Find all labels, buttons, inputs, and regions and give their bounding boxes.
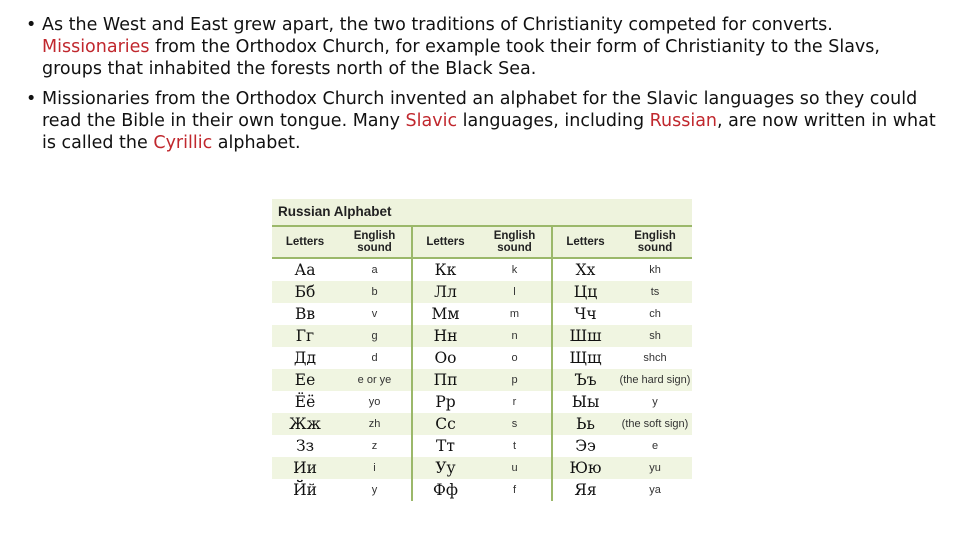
english-sound: b [338, 281, 412, 303]
bullet-text-2 [42, 89, 936, 153]
header-letters: Letters [412, 227, 478, 258]
english-sound: n [478, 325, 552, 347]
cyrillic-letter: Пп [412, 369, 478, 391]
text-span: alphabet. [212, 133, 301, 153]
cyrillic-letter: Чч [552, 303, 618, 325]
bullet-dot: • [26, 89, 37, 109]
cyrillic-letter: Лл [412, 281, 478, 303]
cyrillic-letter: Уу [412, 457, 478, 479]
english-sound: k [478, 258, 552, 281]
english-sound: shch [618, 347, 692, 369]
cyrillic-letter: Жж [272, 413, 338, 435]
english-sound: (the soft sign) [618, 413, 692, 435]
cyrillic-letter: Мм [412, 303, 478, 325]
cyrillic-letter: Ёё [272, 391, 338, 413]
english-sound: o [478, 347, 552, 369]
text-span: As the West and East grew apart, the two traditions of Christianity competed for converts. [42, 15, 833, 35]
english-sound: y [618, 391, 692, 413]
table-row [272, 479, 692, 501]
header-english-sound: English sound [478, 227, 552, 258]
highlight-missionaries: Missionaries [42, 37, 150, 57]
english-sound: zh [338, 413, 412, 435]
english-sound: v [338, 303, 412, 325]
english-sound: e or ye [338, 369, 412, 391]
bullet-dot: • [26, 15, 37, 35]
english-sound: r [478, 391, 552, 413]
english-sound: e [618, 435, 692, 457]
bullet-item [22, 88, 942, 154]
highlight-russian: Russian [649, 111, 718, 131]
cyrillic-letter: Фф [412, 479, 478, 501]
bullet-list [22, 14, 942, 162]
table-row [272, 325, 692, 347]
cyrillic-letter: Ьь [552, 413, 618, 435]
header-english-sound: English sound [618, 227, 692, 258]
english-sound: ch [618, 303, 692, 325]
english-sound: (the hard sign) [618, 369, 692, 391]
table-title: Russian Alphabet [272, 199, 692, 227]
table-header-row [272, 227, 692, 258]
table-row [272, 303, 692, 325]
table-row [272, 347, 692, 369]
cyrillic-letter: Зз [272, 435, 338, 457]
english-sound: z [338, 435, 412, 457]
cyrillic-letter: Ээ [552, 435, 618, 457]
alphabet-grid [272, 227, 692, 501]
english-sound: sh [618, 325, 692, 347]
russian-alphabet-table [272, 199, 692, 499]
header-letters: Letters [272, 227, 338, 258]
english-sound: p [478, 369, 552, 391]
cyrillic-letter: Вв [272, 303, 338, 325]
english-sound: yu [618, 457, 692, 479]
english-sound: f [478, 479, 552, 501]
highlight-cyrillic: Cyrillic [153, 133, 213, 153]
english-sound: u [478, 457, 552, 479]
english-sound: i [338, 457, 412, 479]
cyrillic-letter: Ии [272, 457, 338, 479]
cyrillic-letter: Тт [412, 435, 478, 457]
cyrillic-letter: Яя [552, 479, 618, 501]
table-row [272, 457, 692, 479]
table-row [272, 413, 692, 435]
table-row [272, 369, 692, 391]
cyrillic-letter: Цц [552, 281, 618, 303]
cyrillic-letter: Оо [412, 347, 478, 369]
cyrillic-letter: Ыы [552, 391, 618, 413]
highlight-slavic: Slavic [405, 111, 458, 131]
cyrillic-letter: Хх [552, 258, 618, 281]
cyrillic-letter: Аа [272, 258, 338, 281]
cyrillic-letter: Ъъ [552, 369, 618, 391]
header-english-sound: English sound [338, 227, 412, 258]
english-sound: l [478, 281, 552, 303]
text-span: languages, including [457, 111, 650, 131]
table-row [272, 391, 692, 413]
english-sound: ya [618, 479, 692, 501]
cyrillic-letter: Йй [272, 479, 338, 501]
text-span: , are now written in what is called the [42, 111, 936, 153]
cyrillic-letter: Дд [272, 347, 338, 369]
cyrillic-letter: Щщ [552, 347, 618, 369]
english-sound: ts [618, 281, 692, 303]
english-sound: g [338, 325, 412, 347]
table-row [272, 258, 692, 281]
cyrillic-letter: Ее [272, 369, 338, 391]
table-row [272, 435, 692, 457]
english-sound: kh [618, 258, 692, 281]
text-span: from the Orthodox Church, for example took their form of Christianity to the Slavs, groups that inhabited the forests north of the Black Sea. [42, 37, 880, 79]
cyrillic-letter: Рр [412, 391, 478, 413]
table-row [272, 281, 692, 303]
cyrillic-letter: Юю [552, 457, 618, 479]
english-sound: s [478, 413, 552, 435]
bullet-item [22, 14, 942, 80]
english-sound: d [338, 347, 412, 369]
english-sound: t [478, 435, 552, 457]
english-sound: yo [338, 391, 412, 413]
cyrillic-letter: Бб [272, 281, 338, 303]
cyrillic-letter: Нн [412, 325, 478, 347]
header-letters: Letters [552, 227, 618, 258]
text-span: Missionaries from the Orthodox Church invented an alphabet for the Slavic languages so they could read the Bible in their own tongue. Many [42, 89, 918, 131]
bullet-text-1 [42, 15, 880, 79]
cyrillic-letter: Гг [272, 325, 338, 347]
cyrillic-letter: Шш [552, 325, 618, 347]
cyrillic-letter: Кк [412, 258, 478, 281]
cyrillic-letter: Сс [412, 413, 478, 435]
english-sound: y [338, 479, 412, 501]
english-sound: a [338, 258, 412, 281]
english-sound: m [478, 303, 552, 325]
